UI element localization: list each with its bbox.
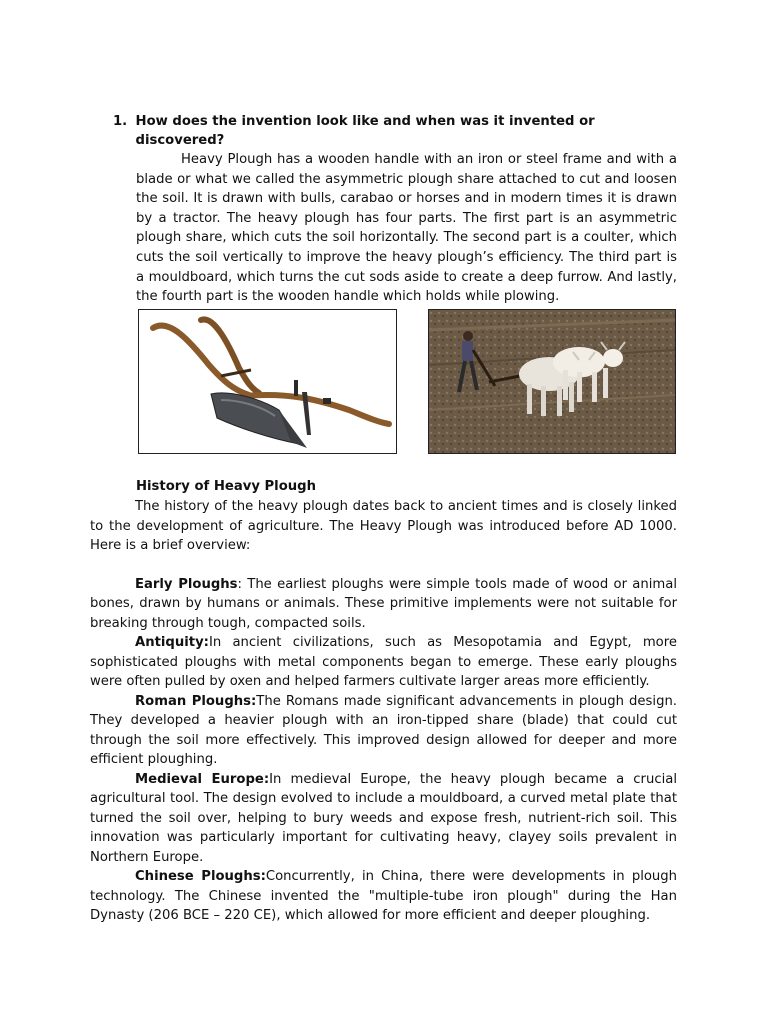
section-term: Early Ploughs (135, 576, 238, 592)
image-row (138, 309, 676, 454)
history-title: History of Heavy Plough (136, 479, 316, 494)
question-text: How does the invention look like and when was it invented or discovered? (135, 114, 595, 148)
section-chinese-ploughs (90, 867, 677, 926)
question-answer (136, 150, 677, 307)
section-text: In ancient civilizations, such as Mesopotamia and Egypt, more sophisticated ploughs with metal components began to emerge. These early ploughs were often pulled by oxen and helped farmers cultivate larger areas more efficiently. (90, 635, 677, 689)
section-sep: : (237, 576, 248, 592)
section-text: The earliest ploughs were simple tools made of wood or animal bones, drawn by humans or animals. These primitive implements were not suitable for breaking through tough, compacted soils. (90, 576, 677, 631)
history-section (90, 477, 677, 926)
section-term: Chinese Ploughs: (135, 869, 266, 884)
section-medieval-europe (90, 770, 677, 868)
section-term: Antiquity: (135, 635, 209, 650)
question-block (113, 112, 677, 307)
question-number: 1. (113, 114, 128, 129)
history-intro (90, 497, 677, 556)
section-early-ploughs (90, 575, 677, 634)
heavy-plough-image (138, 309, 397, 454)
plough-illustration (139, 310, 396, 453)
section-term: Roman Ploughs: (135, 693, 257, 709)
section-term: Medieval Europe: (135, 771, 270, 787)
field-illustration (429, 310, 675, 453)
section-text: Concurrently, in China, there were developments in plough technology. The Chinese invented the "multiple-tube iron plough" during the Han Dynasty (206 BCE – 220 CE), which allowed for more efficient and deeper ploughing. (90, 869, 678, 923)
ox-ploughing-photo (428, 309, 676, 454)
section-roman-ploughs (90, 692, 677, 770)
question-heading (113, 112, 677, 150)
section-text: In medieval Europe, the heavy plough became a crucial agricultural tool. The design evolved to include a mouldboard, a curved metal plate that turned the soil over, helping to bury weeds and expose fresh, nutrient-rich soil. This innovation was particularly important for cultivating heavy, clayey soils prevalent in Northern Europe. (90, 771, 677, 865)
section-text: The Romans made significant advancements in plough design. They developed a heavier plough with an iron-tipped share (blade) that could cut through the soil more effectively. This improved design allowed for deeper and more efficient ploughing. (90, 693, 677, 767)
section-antiquity (90, 633, 677, 692)
history-intro-text: The history of the heavy plough dates back to ancient times and is closely linked to the development of agriculture. The Heavy Plough was introduced before AD 1000. Here is a brief overview: (90, 499, 677, 553)
answer-text: Heavy Plough has a wooden handle with an iron or steel frame and with a blade or what we called the asymmetric plough share attached to cut and loosen the soil. It is drawn with bulls, carabao or horses and in modern times it is drawn by a tractor. The heavy plough has four parts. The first part is an asymmetric plough share, which cuts the soil horizontally. The second part is a coulter, which cuts the soil vertically to improve the heavy plough’s efficiency. The third part is a mouldboard, which turns the cut sods aside to create a deep furrow. And lastly, the fourth part is the wooden handle which holds while plowing. (136, 152, 677, 305)
